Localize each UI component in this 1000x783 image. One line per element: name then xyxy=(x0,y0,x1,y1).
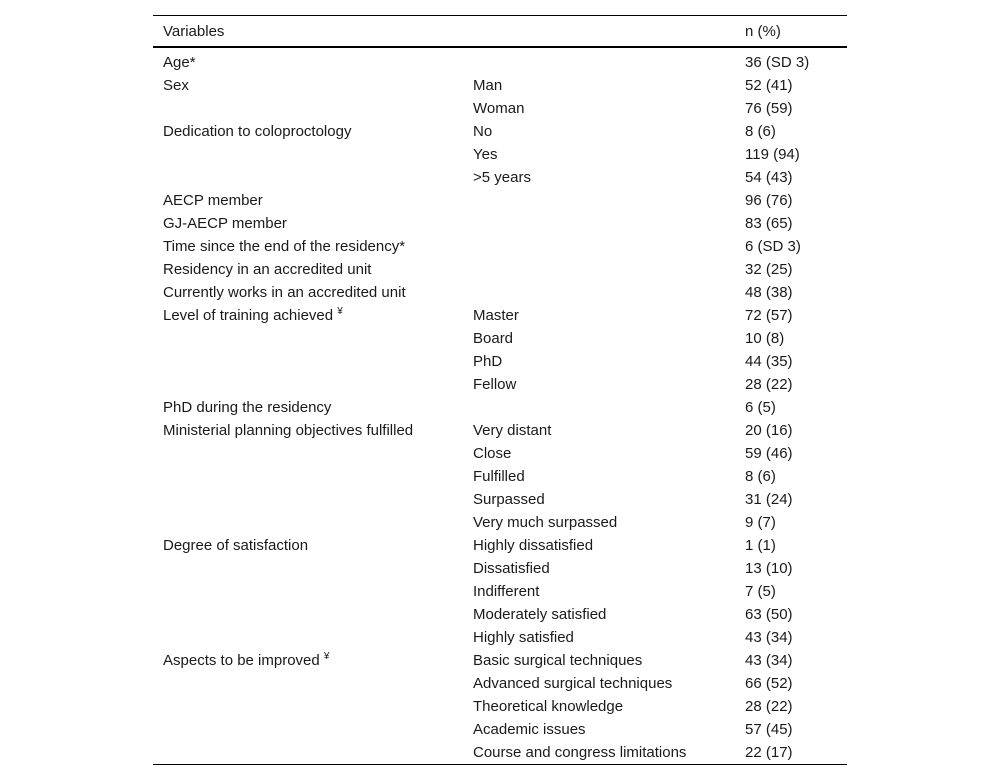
table-row xyxy=(153,281,847,304)
cell-variable xyxy=(153,580,463,603)
variable-label: Sex xyxy=(163,77,189,94)
cell-n-percent: 43 (34) xyxy=(745,629,793,646)
table-row xyxy=(153,235,847,258)
data-table xyxy=(153,15,847,765)
cell-n-percent: 59 (46) xyxy=(745,445,793,462)
cell-n-percent: 63 (50) xyxy=(745,606,793,623)
table-row xyxy=(153,47,847,74)
table-row xyxy=(153,488,847,511)
table-row xyxy=(153,350,847,373)
table-row xyxy=(153,396,847,419)
cell-n-percent: 76 (59) xyxy=(745,100,793,117)
cell-variable xyxy=(153,281,463,304)
cell-n-percent: 1 (1) xyxy=(745,537,776,554)
cell-n-percent: 44 (35) xyxy=(745,353,793,370)
cell-variable xyxy=(153,465,463,488)
table-row xyxy=(153,626,847,649)
cell-category: Man xyxy=(473,77,503,94)
cell-variable xyxy=(153,166,463,189)
cell-n-percent: 8 (6) xyxy=(745,468,776,485)
cell-variable xyxy=(153,741,463,765)
cell-n-percent: 20 (16) xyxy=(745,422,793,439)
cell-variable xyxy=(153,74,463,97)
cell-n-percent: 72 (57) xyxy=(745,307,793,324)
cell-category: Fulfilled xyxy=(473,468,525,485)
cell-category: Course and congress limitations xyxy=(473,744,687,761)
cell-category: Advanced surgical techniques xyxy=(473,675,673,692)
cell-category: Moderately satisfied xyxy=(473,606,607,623)
cell-n-percent: 8 (6) xyxy=(745,123,776,140)
footnote-marker: ¥ xyxy=(337,306,343,317)
cell-n-percent: 7 (5) xyxy=(745,583,776,600)
table-row xyxy=(153,258,847,281)
variable-label: Degree of satisfaction xyxy=(163,537,309,554)
cell-category: Basic surgical techniques xyxy=(473,652,643,669)
table-row xyxy=(153,212,847,235)
table-row xyxy=(153,442,847,465)
variable-label: Currently works in an accredited unit xyxy=(163,284,406,301)
cell-category: Close xyxy=(473,445,512,462)
cell-n-percent: 31 (24) xyxy=(745,491,793,508)
footnote-marker: ¥ xyxy=(323,651,330,662)
cell-n-percent: 48 (38) xyxy=(745,284,793,301)
table-row xyxy=(153,166,847,189)
cell-category xyxy=(463,281,735,304)
cell-category: Academic issues xyxy=(473,721,586,738)
cell-category: No xyxy=(473,123,493,140)
variable-label: Age* xyxy=(163,54,196,71)
cell-n-percent: 28 (22) xyxy=(745,698,793,715)
variable-label: Level of training achieved xyxy=(163,307,334,324)
cell-n-percent: 43 (34) xyxy=(745,652,793,669)
cell-category: Indifferent xyxy=(473,583,540,600)
cell-variable xyxy=(153,327,463,350)
cell-variable xyxy=(153,396,463,419)
cell-category xyxy=(463,235,735,258)
cell-category: Surpassed xyxy=(473,491,545,508)
variable-label: Time since the end of the residency* xyxy=(163,238,406,255)
table-row xyxy=(153,511,847,534)
variable-label: Ministerial planning objectives fulfilled xyxy=(163,422,414,439)
cell-variable xyxy=(153,511,463,534)
cell-n-percent: 6 (5) xyxy=(745,399,776,416)
cell-category xyxy=(463,212,735,235)
table-row xyxy=(153,189,847,212)
cell-n-percent: 36 (SD 3) xyxy=(745,54,810,71)
cell-category: Very distant xyxy=(473,422,552,439)
cell-category: Yes xyxy=(473,146,498,163)
table-row xyxy=(153,649,847,672)
table-row xyxy=(153,97,847,120)
cell-variable xyxy=(153,304,463,327)
cell-variable xyxy=(153,120,463,143)
cell-variable xyxy=(153,350,463,373)
variable-label: Dedication to coloproctology xyxy=(163,123,352,140)
cell-category xyxy=(463,189,735,212)
table-row xyxy=(153,120,847,143)
cell-category: >5 years xyxy=(473,169,531,186)
cell-variable xyxy=(153,534,463,557)
cell-n-percent: 10 (8) xyxy=(745,330,785,347)
table-row xyxy=(153,603,847,626)
cell-category: Woman xyxy=(473,100,525,117)
cell-variable xyxy=(153,143,463,166)
table-body xyxy=(153,47,847,765)
cell-variable xyxy=(153,258,463,281)
table-row xyxy=(153,672,847,695)
cell-n-percent: 119 (94) xyxy=(745,146,800,163)
table-row xyxy=(153,143,847,166)
table-row xyxy=(153,741,847,765)
table-row xyxy=(153,580,847,603)
cell-variable xyxy=(153,488,463,511)
cell-n-percent: 83 (65) xyxy=(745,215,793,232)
cell-variable xyxy=(153,235,463,258)
cell-category: PhD xyxy=(473,353,503,370)
cell-category xyxy=(463,396,735,419)
table-container xyxy=(153,15,847,765)
table-row xyxy=(153,327,847,350)
cell-n-percent: 32 (25) xyxy=(745,261,793,278)
table-row xyxy=(153,557,847,580)
cell-variable xyxy=(153,718,463,741)
cell-n-percent: 57 (45) xyxy=(745,721,793,738)
cell-variable xyxy=(153,557,463,580)
cell-n-percent: 52 (41) xyxy=(745,77,793,94)
table-row xyxy=(153,74,847,97)
cell-n-percent: 28 (22) xyxy=(745,376,793,393)
table-row xyxy=(153,419,847,442)
table-row xyxy=(153,373,847,396)
table-row xyxy=(153,718,847,741)
cell-variable xyxy=(153,212,463,235)
cell-category: Theoretical knowledge xyxy=(473,698,624,715)
variable-label: PhD during the residency xyxy=(163,399,332,416)
cell-n-percent: 66 (52) xyxy=(745,675,793,692)
header-n-percent: n (%) xyxy=(745,22,781,40)
table-row xyxy=(153,304,847,327)
cell-variable xyxy=(153,419,463,442)
cell-category xyxy=(463,258,735,281)
table-row xyxy=(153,534,847,557)
cell-n-percent: 6 (SD 3) xyxy=(745,238,801,255)
cell-category: Highly dissatisfied xyxy=(473,537,594,554)
cell-category: Very much surpassed xyxy=(473,514,618,531)
cell-variable xyxy=(153,97,463,120)
cell-n-percent: 54 (43) xyxy=(745,169,793,186)
cell-variable xyxy=(153,695,463,718)
cell-variable xyxy=(153,603,463,626)
variable-label: GJ-AECP member xyxy=(163,215,287,232)
cell-variable xyxy=(153,47,463,74)
header-row xyxy=(153,16,847,48)
header-variables: Variables xyxy=(163,22,225,40)
cell-variable xyxy=(153,649,463,672)
cell-category: Board xyxy=(473,330,514,347)
cell-variable xyxy=(153,442,463,465)
table-row xyxy=(153,465,847,488)
cell-n-percent: 96 (76) xyxy=(745,192,793,209)
cell-n-percent: 22 (17) xyxy=(745,744,793,761)
variable-label: AECP member xyxy=(163,192,263,209)
cell-variable xyxy=(153,672,463,695)
variable-label: Residency in an accredited unit xyxy=(163,261,372,278)
cell-variable xyxy=(153,626,463,649)
cell-variable xyxy=(153,189,463,212)
header-category xyxy=(463,16,735,48)
cell-category xyxy=(463,47,735,74)
cell-n-percent: 13 (10) xyxy=(745,560,793,577)
table-row xyxy=(153,695,847,718)
cell-category: Master xyxy=(473,307,519,324)
table-header xyxy=(153,16,847,48)
cell-variable xyxy=(153,373,463,396)
variable-label: Aspects to be improved xyxy=(163,652,320,669)
cell-category: Dissatisfied xyxy=(473,560,550,577)
cell-category: Highly satisfied xyxy=(473,629,574,646)
cell-category: Fellow xyxy=(473,376,517,393)
cell-n-percent: 9 (7) xyxy=(745,514,776,531)
